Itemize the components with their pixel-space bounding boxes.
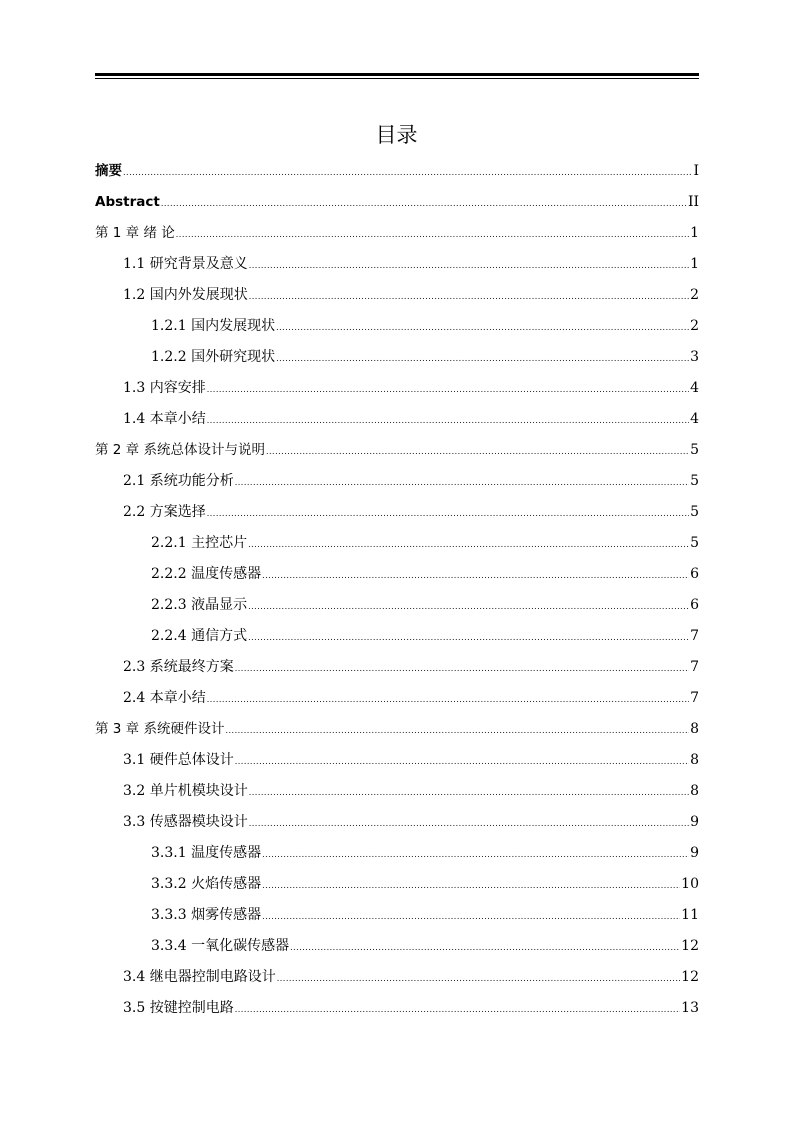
- toc-entry-page-number: 1: [690, 256, 699, 272]
- table-of-contents: [95, 156, 699, 1024]
- toc-entry-label: 2.3 系统最终方案: [123, 659, 234, 675]
- toc-entry[interactable]: [95, 280, 699, 311]
- toc-entry-label: 3.3.2 火焰传感器: [151, 876, 262, 892]
- toc-entry-page-number: 2: [690, 287, 699, 303]
- toc-entry[interactable]: [95, 435, 699, 466]
- toc-entry-page-number: 12: [681, 969, 699, 985]
- dot-leader: [290, 932, 680, 963]
- toc-entry-label: 3.1 硬件总体设计: [123, 752, 234, 768]
- toc-entry-label: 3.3 传感器模块设计: [123, 814, 248, 830]
- dot-leader: [161, 188, 687, 219]
- toc-entry-page-number: I: [693, 163, 699, 179]
- toc-entry-label: 1.2 国内外发展现状: [123, 287, 248, 303]
- toc-entry-label: 2.2.4 通信方式: [151, 628, 248, 644]
- toc-entry[interactable]: [95, 311, 699, 342]
- dot-leader: [235, 653, 689, 684]
- header-rule-thick: [95, 73, 699, 76]
- toc-entry[interactable]: [95, 869, 699, 900]
- toc-entry[interactable]: [95, 776, 699, 807]
- toc-entry[interactable]: [95, 590, 699, 621]
- toc-entry-page-number: 9: [690, 845, 699, 861]
- toc-entry-page-number: 8: [690, 752, 699, 768]
- toc-entry[interactable]: [95, 838, 699, 869]
- toc-entry[interactable]: [95, 931, 699, 962]
- dot-leader: [249, 808, 689, 839]
- toc-entry[interactable]: [95, 497, 699, 528]
- dot-leader: [235, 994, 680, 1025]
- toc-entry[interactable]: [95, 373, 699, 404]
- toc-entry-label: 3.5 按键控制电路: [123, 1000, 234, 1016]
- dot-leader: [235, 467, 689, 498]
- toc-entry-page-number: 10: [681, 876, 699, 892]
- toc-entry-label: 第 2 章 系统总体设计与说明: [95, 442, 265, 458]
- dot-leader: [207, 684, 689, 715]
- toc-entry-label: 2.2.2 温度传感器: [151, 566, 262, 582]
- toc-entry[interactable]: [95, 528, 699, 559]
- toc-entry-label: 3.3.3 烟雾传感器: [151, 907, 262, 923]
- toc-entry-label: 1.1 研究背景及意义: [123, 256, 248, 272]
- toc-entry-page-number: 4: [690, 411, 699, 427]
- page-title: 目录: [375, 123, 418, 147]
- toc-entry[interactable]: [95, 683, 699, 714]
- toc-entry[interactable]: [95, 807, 699, 838]
- dot-leader: [248, 591, 689, 622]
- dot-leader: [207, 498, 689, 529]
- toc-entry-page-number: 2: [690, 318, 699, 334]
- toc-entry-label: 第 3 章 系统硬件设计: [95, 721, 225, 737]
- toc-entry[interactable]: [95, 993, 699, 1024]
- dot-leader: [176, 219, 689, 250]
- toc-entry-label: 第 1 章 绪 论: [95, 225, 175, 241]
- dot-leader: [207, 405, 689, 436]
- header-rule-thin: [95, 78, 699, 79]
- dot-leader: [262, 870, 680, 901]
- dot-leader: [225, 715, 689, 746]
- toc-entry-label: 2.2.1 主控芯片: [151, 535, 248, 551]
- dot-leader: [262, 560, 689, 591]
- toc-entry-label: 3.2 单片机模块设计: [123, 783, 248, 799]
- toc-entry-page-number: 6: [690, 597, 699, 613]
- dot-leader: [249, 281, 689, 312]
- toc-entry[interactable]: [95, 187, 699, 218]
- toc-entry-label: 2.2 方案选择: [123, 504, 206, 520]
- dot-leader: [248, 622, 689, 653]
- toc-entry-page-number: 8: [690, 783, 699, 799]
- toc-entry[interactable]: [95, 218, 699, 249]
- dot-leader: [207, 374, 689, 405]
- toc-entry[interactable]: [95, 249, 699, 280]
- toc-entry-page-number: 7: [690, 628, 699, 644]
- toc-entry-label: 3.3.4 一氧化碳传感器: [151, 938, 290, 954]
- toc-entry-page-number: 7: [690, 659, 699, 675]
- toc-entry[interactable]: [95, 714, 699, 745]
- dot-leader: [262, 839, 689, 870]
- toc-entry-page-number: 12: [681, 938, 699, 954]
- toc-entry[interactable]: [95, 900, 699, 931]
- toc-entry-page-number: 9: [690, 814, 699, 830]
- toc-entry-page-number: 5: [690, 442, 699, 458]
- toc-entry-label: 3.3.1 温度传感器: [151, 845, 262, 861]
- toc-entry-label: 1.4 本章小结: [123, 411, 206, 427]
- toc-entry-page-number: 4: [690, 380, 699, 396]
- toc-entry-page-number: 3: [690, 349, 699, 365]
- toc-entry[interactable]: [95, 466, 699, 497]
- dot-leader: [235, 746, 689, 777]
- toc-entry[interactable]: [95, 342, 699, 373]
- dot-leader: [266, 436, 689, 467]
- toc-entry-page-number: 8: [690, 721, 699, 737]
- dot-leader: [262, 901, 680, 932]
- toc-entry-page-number: 5: [690, 535, 699, 551]
- toc-entry-label: 1.3 内容安排: [123, 380, 206, 396]
- dot-leader: [249, 250, 689, 281]
- dot-leader: [248, 529, 689, 560]
- toc-entry-page-number: 6: [690, 566, 699, 582]
- toc-entry-label: 摘要: [95, 163, 122, 179]
- toc-entry-label: 1.2.1 国内发展现状: [151, 318, 276, 334]
- dot-leader: [123, 157, 692, 188]
- toc-entry-page-number: 1: [690, 225, 699, 241]
- toc-entry-page-number: II: [687, 194, 699, 210]
- dot-leader: [276, 312, 689, 343]
- toc-entry-label: 3.4 继电器控制电路设计: [123, 969, 276, 985]
- toc-entry[interactable]: [95, 559, 699, 590]
- dot-leader: [276, 343, 689, 374]
- toc-entry-page-number: 5: [690, 504, 699, 520]
- toc-entry-page-number: 13: [681, 1000, 699, 1016]
- toc-entry-label: 2.1 系统功能分析: [123, 473, 234, 489]
- toc-entry[interactable]: [95, 404, 699, 435]
- dot-leader: [277, 963, 680, 994]
- toc-entry[interactable]: [95, 156, 699, 187]
- dot-leader: [249, 777, 689, 808]
- toc-entry-page-number: 7: [690, 690, 699, 706]
- toc-entry[interactable]: [95, 962, 699, 993]
- toc-entry[interactable]: [95, 745, 699, 776]
- toc-entry-label: Abstract: [95, 194, 160, 210]
- toc-entry[interactable]: [95, 621, 699, 652]
- toc-entry-label: 2.2.3 液晶显示: [151, 597, 248, 613]
- toc-entry[interactable]: [95, 652, 699, 683]
- toc-entry-label: 1.2.2 国外研究现状: [151, 349, 276, 365]
- toc-entry-page-number: 5: [690, 473, 699, 489]
- toc-entry-page-number: 11: [681, 907, 699, 923]
- toc-entry-label: 2.4 本章小结: [123, 690, 206, 706]
